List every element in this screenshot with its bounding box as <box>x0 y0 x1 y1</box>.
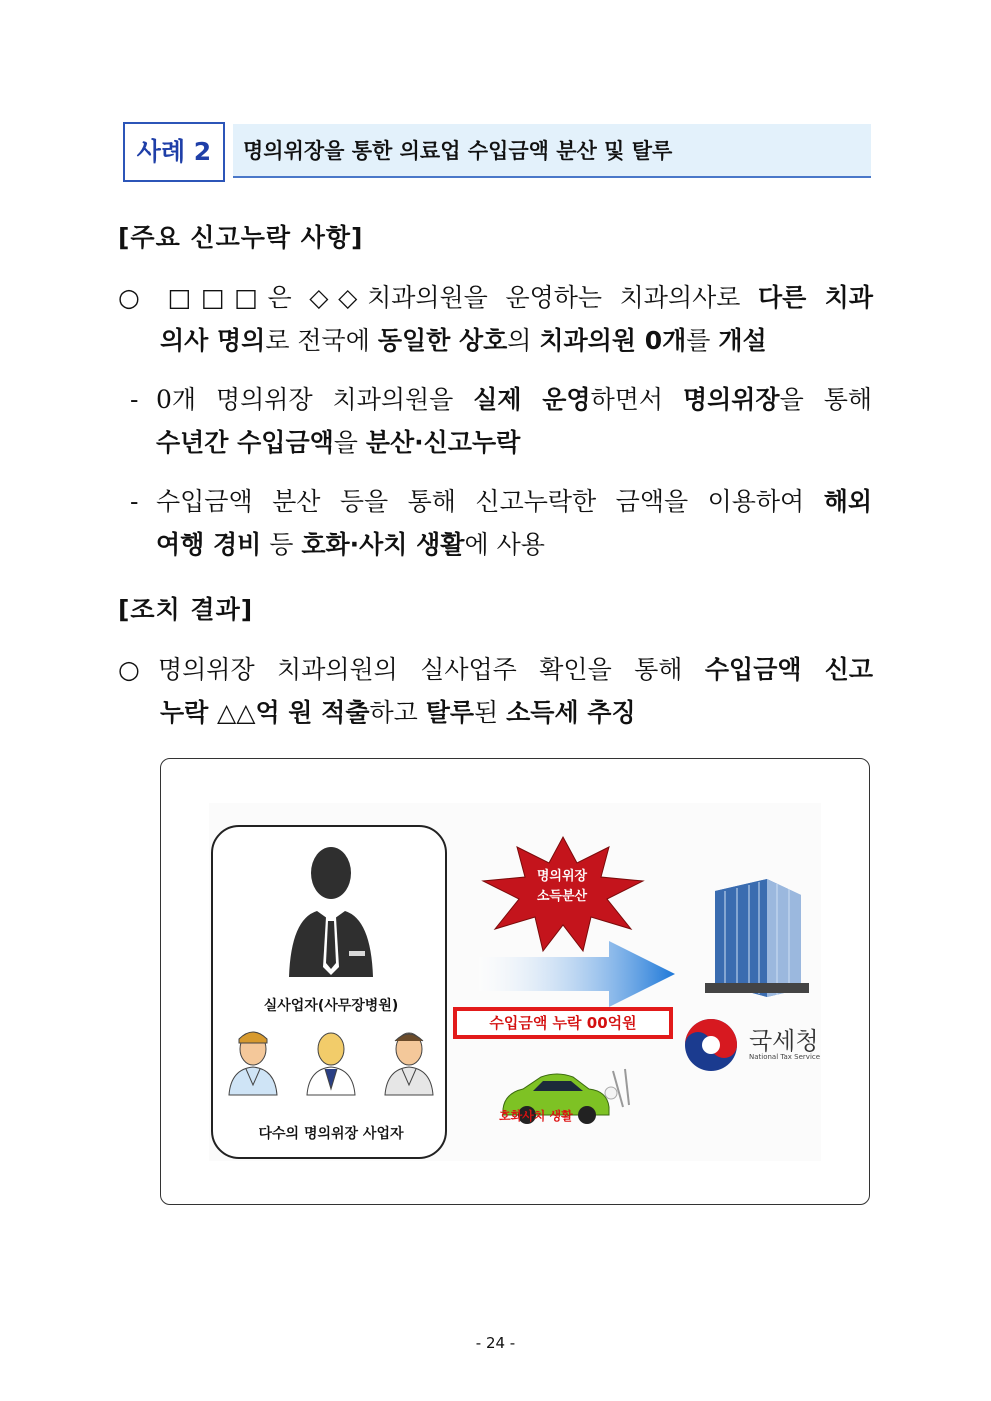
nts-name: 국세청 <box>749 1027 819 1055</box>
para-line <box>118 276 873 319</box>
para-line <box>130 480 872 523</box>
text: 0개 명의위장 치과의원을 <box>156 385 474 414</box>
paragraph-circle-2 <box>118 648 873 734</box>
bullet-circle: ○ <box>118 283 140 312</box>
text-bold: 누락 △△억 원 적출 <box>160 698 370 727</box>
text-bold: 다른 치과 <box>758 283 873 312</box>
building-icon <box>697 871 817 1001</box>
text: 의 <box>507 326 540 355</box>
text-bold: 수입금액 신고 <box>704 655 874 684</box>
burst-label <box>477 867 647 907</box>
text-bold: 의사 명의 <box>160 326 266 355</box>
bullet-dash: - <box>130 385 139 414</box>
bullet-dash: - <box>130 487 139 516</box>
business-people-box <box>211 825 447 1159</box>
text: 수입금액 분산 등을 통해 신고누락한 금액을 이용하여 <box>156 487 824 516</box>
para-line <box>130 523 872 566</box>
text-bold: 명의위장 <box>682 385 780 414</box>
nominee-doctors-icon <box>213 1027 449 1107</box>
section-heading-main-omissions: [주요 신고누락 사항] <box>118 223 364 252</box>
text-bold: 분산·신고누락 <box>365 428 521 457</box>
bullet-circle: ○ <box>118 655 140 684</box>
illustration-frame <box>160 758 870 1205</box>
text-bold: 치과의원 0개 <box>539 326 687 355</box>
nts-english-name: National Tax Service <box>749 1053 821 1061</box>
para-line <box>130 378 872 421</box>
section-heading-action-results: [조치 결과] <box>118 595 254 624</box>
burst-line: 소득분산 <box>536 889 588 904</box>
illustration <box>209 803 821 1161</box>
nts-logo-icon <box>683 1017 739 1073</box>
para-line <box>130 421 872 464</box>
text: 하면서 <box>590 385 683 414</box>
text: 등 <box>261 530 302 559</box>
text: 된 <box>474 698 507 727</box>
paragraph-dash-1 <box>130 378 872 464</box>
page-number: - 24 - <box>475 1334 516 1352</box>
text-bold: 여행 경비 <box>156 530 262 559</box>
para-line <box>118 319 873 362</box>
case-title: 명의위장을 통한 의료업 수입금액 분산 및 탈루 <box>233 124 871 178</box>
text: 을 <box>333 428 366 457</box>
arrow-right-icon <box>479 939 679 1009</box>
text-bold: 호화·사치 생활 <box>301 530 465 559</box>
burst-line: 명의위장 <box>536 869 588 884</box>
text: 를 <box>686 326 719 355</box>
text: 명의위장 치과의원의 실사업주 확인을 통해 <box>158 655 705 684</box>
para-line <box>118 648 873 691</box>
businessman-silhouette-icon <box>213 827 449 987</box>
case-tag: 사례 2 <box>123 122 225 182</box>
text-bold: 수년간 수입금액 <box>156 428 334 457</box>
paragraph-dash-2 <box>130 480 872 566</box>
text: 하고 <box>369 698 426 727</box>
nominee-business-label: 다수의 명의위장 사업자 <box>258 1126 404 1142</box>
luxury-life-label: 호화사치 생활 <box>499 1109 573 1123</box>
paragraph-circle-1 <box>118 276 873 362</box>
text-bold: 탈루 <box>425 698 475 727</box>
para-line <box>118 691 873 734</box>
text-bold: 해외 <box>823 487 872 516</box>
actual-owner-label: 실사업자(사무장병원) <box>263 998 399 1014</box>
text-bold: 실제 운영 <box>473 385 591 414</box>
text-bold: 소득세 추징 <box>506 698 636 727</box>
text-bold: 개설 <box>718 326 767 355</box>
omission-label: 수입금액 누락 00억원 <box>453 1007 673 1039</box>
case-header <box>123 122 871 182</box>
text-bold: 동일한 상호 <box>377 326 508 355</box>
text: 로 전국에 <box>265 326 378 355</box>
text: □□□은 ◇◇치과의원을 운영하는 치과의사로 <box>158 283 759 312</box>
text: 을 통해 <box>779 385 872 414</box>
text: 에 사용 <box>464 530 545 559</box>
